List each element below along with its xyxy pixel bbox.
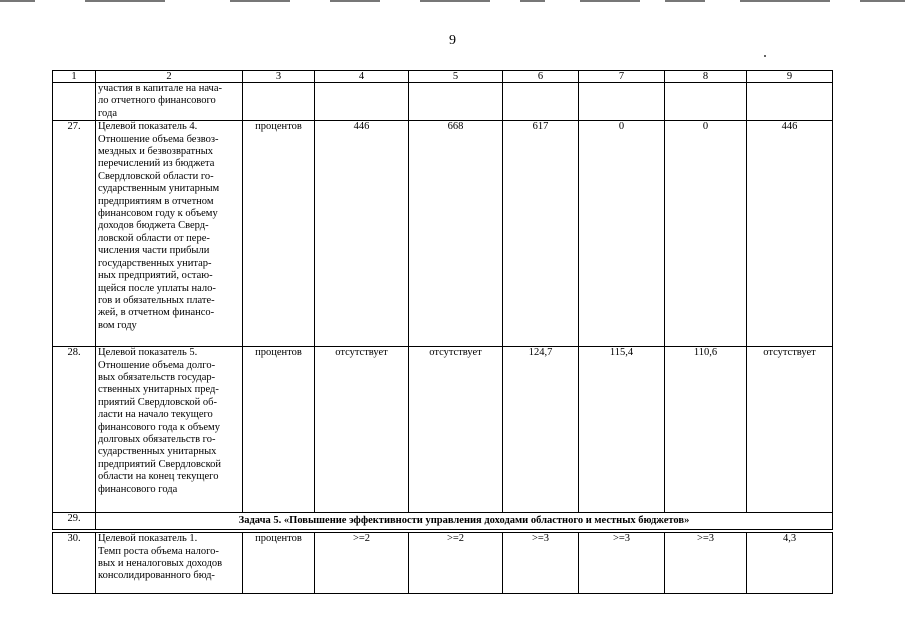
scan-top-edge	[0, 0, 905, 3]
indicator-table	[52, 70, 833, 594]
description-line: Целевой показатель 4.	[98, 121, 198, 133]
description-line: предприятий Свердловской	[98, 458, 222, 470]
description-line: Отношение объема безвоз-	[98, 133, 219, 145]
description-line: финансового года	[98, 483, 178, 495]
row-value: отсутствует	[747, 347, 833, 513]
description-line: ственных унитарных пред-	[98, 384, 219, 396]
description-line: участия в капитале на нача-	[98, 83, 222, 94]
description-line: Целевой показатель 5.	[98, 347, 198, 359]
row-value: >=3	[503, 533, 579, 594]
header-cell: 4	[315, 71, 409, 83]
description-line: финансового года к объему	[98, 421, 220, 433]
description-line: предприятиям в отчетном	[98, 195, 214, 207]
description-line: щейся после уплаты нало-	[98, 282, 216, 294]
description-line: года	[98, 107, 117, 119]
description-line: приятий Свердловской об-	[98, 396, 217, 408]
description-line: ных предприятий, остаю-	[98, 270, 213, 282]
header-cell: 1	[53, 71, 96, 83]
row-value: >=3	[665, 533, 747, 594]
table-row-30	[53, 533, 833, 594]
header-cell: 8	[665, 71, 747, 83]
task-heading: Задача 5. «Повышение эффективности управления доходами областного и местных бюджетов»	[96, 513, 833, 530]
row-unit	[243, 83, 315, 121]
description-line: вых и неналоговых доходов	[98, 558, 223, 570]
header-row	[53, 71, 833, 83]
row-value	[747, 83, 833, 121]
description-line: финансовом году к объему	[98, 208, 218, 220]
header-cell: 5	[409, 71, 503, 83]
row-number: 27.	[53, 121, 96, 347]
header-cell: 3	[243, 71, 315, 83]
description-line: государственных унитар-	[98, 257, 212, 269]
row-value: 124,7	[503, 347, 579, 513]
row-value: 4,3	[747, 533, 833, 594]
scan-speck	[764, 55, 766, 57]
table-row-29	[53, 513, 833, 530]
description-line: вых обязательств государ-	[98, 372, 216, 384]
row-value: 0	[665, 121, 747, 347]
description-line: ло отчетного финансового	[98, 95, 216, 107]
description-line: мездных и безвозвратных	[98, 146, 214, 158]
row-value	[409, 83, 503, 121]
row-value: 446	[315, 121, 409, 347]
row-value: отсутствует	[315, 347, 409, 513]
description-line: сударственным унитарным	[98, 183, 220, 195]
description-line: вом году	[98, 319, 137, 331]
row-value	[315, 83, 409, 121]
row-value: 110,6	[665, 347, 747, 513]
header-cell: 6	[503, 71, 579, 83]
row-value: 446	[747, 121, 833, 347]
row-value: 0	[579, 121, 665, 347]
row-value: >=2	[409, 533, 503, 594]
description-line: ловской области от пере-	[98, 232, 210, 244]
row-value	[665, 83, 747, 121]
description-line: Целевой показатель 1.	[98, 533, 198, 545]
description-line: Отношение объема долго-	[98, 359, 216, 371]
description-line: жей, в отчетном финансо-	[98, 307, 215, 319]
row-description	[96, 533, 243, 594]
description-line: долговых обязательств го-	[98, 434, 216, 446]
description-line: числения части прибыли	[98, 245, 210, 257]
page-number: 9	[449, 33, 456, 48]
row-number: 29.	[53, 513, 96, 530]
header-cell: 7	[579, 71, 665, 83]
row-unit: процентов	[243, 533, 315, 594]
description-line: сударственных унитарных	[98, 446, 217, 458]
row-number	[53, 83, 96, 121]
header-cell: 2	[96, 71, 243, 83]
description-line: доходов бюджета Сверд-	[98, 220, 209, 232]
description-line: консолидированного бюд-	[98, 570, 215, 582]
row-description	[96, 83, 243, 121]
description-line: перечислений из бюджета	[98, 158, 215, 170]
description-line: области на конец текущего	[98, 471, 219, 483]
row-number: 30.	[53, 533, 96, 594]
row-value: >=3	[579, 533, 665, 594]
table-row-27	[53, 121, 833, 347]
description-line: Темп роста объема налого-	[98, 545, 219, 557]
description-line: гов и обязательных плате-	[98, 294, 215, 306]
row-value: >=2	[315, 533, 409, 594]
row-unit: процентов	[243, 347, 315, 513]
row-description	[96, 121, 243, 347]
row-value	[579, 83, 665, 121]
row-value: 668	[409, 121, 503, 347]
row-value: 617	[503, 121, 579, 347]
table-row-continuation	[53, 83, 833, 121]
row-value: 115,4	[579, 347, 665, 513]
table-row-28	[53, 347, 833, 513]
description-line: Свердловской области го-	[98, 170, 214, 182]
header-cell: 9	[747, 71, 833, 83]
row-value: отсутствует	[409, 347, 503, 513]
row-unit: процентов	[243, 121, 315, 347]
description-line: ласти на начало текущего	[98, 409, 213, 421]
row-description	[96, 347, 243, 513]
row-number: 28.	[53, 347, 96, 513]
row-value	[503, 83, 579, 121]
